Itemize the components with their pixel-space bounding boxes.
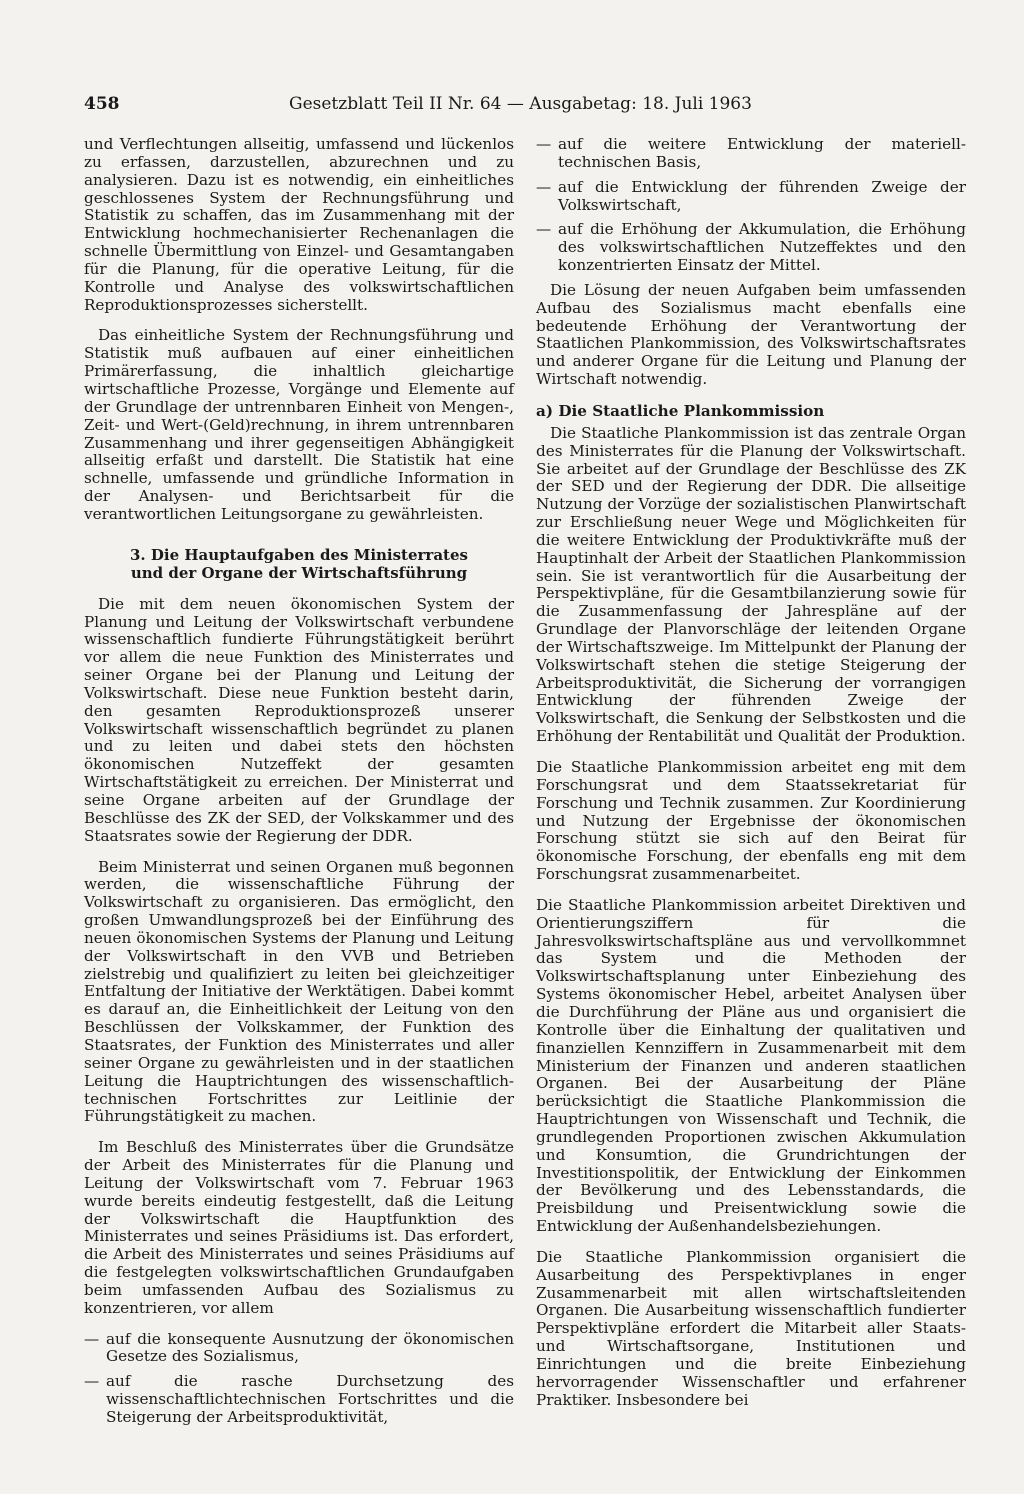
paragraph: Die mit dem neuen ökonomischen System der Planung und Leitung der Volkswirtschaft verbundene wissenschaftlich fundierte Führungstätigkeit berührt vor allem die neue Funktion des Ministerrates und seiner Organe bei der Planung und Leitung der Volkswirtschaft. Diese neue Funktion besteht darin, den gesamten Reproduktionsprozeß unserer Volkswirtschaft wissenschaftlich begründet zu planen und zu leiten und dabei stets den höchsten ökonomischen Nutzeffekt der gesamten Wirtschaftstätigkeit zu erreichen. Der Ministerrat und seine Organe arbeiten auf der Grundlage der Beschlüsse des ZK der SED, der Volkskammer und des Staatsrates sowie der Regierung der DDR. <box>84 594 514 845</box>
section-heading-line: 3. Die Hauptaufgaben des Ministerrates <box>130 545 468 564</box>
list-item-text: auf die konsequente Ausnutzung der ökonomischen Gesetze des Sozialismus, <box>106 1329 514 1366</box>
list-item-text: auf die Erhöhung der Akkumulation, die Erhöhung des volkswirtschaftlichen Nutzeffektes und den konzentrierten Einsatz der Mittel. <box>558 220 966 275</box>
left-column <box>84 136 514 1434</box>
list-item <box>536 179 966 215</box>
paragraph: Die Staatliche Plankommission arbeitet eng mit dem Forschungsrat und dem Staatssekretariat für Forschung und Technik zusammen. Zur Koordinierung und Nutzung der Ergebnisse der ökonomischen Forschung stützt sie sich auf den Beirat für ökonomische Forschung, der ebenfalls eng mit dem Forschungsrat zusammenarbeitet. <box>536 758 966 884</box>
section-heading <box>84 546 514 582</box>
dash-marker: — <box>536 177 552 196</box>
list-item-text: auf die Entwicklung der führenden Zweige der Volkswirtschaft, <box>558 177 966 214</box>
dash-marker: — <box>536 135 552 153</box>
paragraph: Die Staatliche Plankommission organisiert die Ausarbeitung des Perspektivplanes in enger Zusammenarbeit mit allen wirtschaftsleitenden Organen. Die Ausarbeitung wissenschaftlich fundierter Perspektivpläne erfordert die Mitarbeit aller Staats- und Wirtschaftsorgane, Institutionen und Einrichtungen und die breite Einbeziehung hervorragender Wissenschaftler und erfahrener Praktiker. Insbesondere bei <box>536 1247 966 1409</box>
list-item-text: auf die weitere Entwicklung der materiell-technischen Basis, <box>558 135 966 171</box>
paragraph: Die Staatliche Plankommission ist das zentrale Organ des Ministerrates für die Planung der Volkswirtschaft. Sie arbeitet auf der Grundlage der Beschlüsse des ZK der SED und der Regierung der DDR. Die allseitige Nutzung der Vorzüge der sozialistischen Planwirtschaft zur Erschließung neuer Wege und Möglichkeiten für die weitere Entwicklung der Produktivkräfte muß der Hauptinhalt der Arbeit der Staatlichen Plankommission sein. Sie ist verantwortlich für die Ausarbeitung der Perspektivpläne, für die Gesamtbilanzierung sowie für die Zusammenfassung der Jahrespläne auf der Grundlage der Planvorschläge der leitenden Organe der Wirtschaftszweige. Im Mittelpunkt der Planung der Volkswirtschaft stehen die stetige Steigerung der Arbeitsproduktivität, die Sicherung der vorrangigen Entwicklung der führenden Zweige der Volkswirtschaft, die Senkung der Selbstkosten und die Erhöhung der Rentabilität und Qualität der Produktion. <box>536 423 966 746</box>
dash-marker: — <box>536 220 552 239</box>
paragraph: Beim Ministerrat und seinen Organen muß begonnen werden, die wissenschaftliche Führung der Volkswirtschaft zu organisieren. Das ermöglicht, den großen Umwandlungsprozeß bei der Einführung des neuen ökonomischen Systems der Planung und Leitung der Volkswirtschaft in den VVB und Betrieben zielstrebig und qualifiziert zu leiten bei gleichzeitiger Entfaltung der Initiative der Werktätigen. Dabei kommt es darauf an, die Einheitlichkeit der Leitung von den Beschlüssen der Volkskammer, der Funktion des Staatsrates, der Funktion des Ministerrates und aller seiner Organe zu gewährleisten und in der staatlichen Leitung die Hauptrichtungen des wissenschaftlich-technischen Fortschrittes zur Leitlinie der Führungstätigkeit zu machen. <box>84 857 514 1126</box>
paragraph: und Verflechtungen allseitig, umfassend und lückenlos zu erfassen, darzustellen, abzurechnen und zu analysieren. Dazu ist es notwendig, ein einheitliches geschlossenes System der Rechnungsführung und Statistik zu schaffen, das im Zusammenhang mit der Entwicklung hochmechanisierter Rechenanlagen die schnelle Übermittlung von Einzel- und Gesamtangaben für die Planung, für die operative Leitung, für die Kontrolle und Analyse des volkswirtschaftlichen Reproduktionsprozesses sicherstellt. <box>84 135 514 314</box>
page-header <box>84 92 754 122</box>
list-item <box>84 1331 514 1367</box>
dash-marker: — <box>84 1372 100 1391</box>
list-item <box>84 1373 514 1427</box>
dash-marker: — <box>84 1329 100 1348</box>
page-number: 458 <box>84 94 120 114</box>
paragraph: Die Lösung der neuen Aufgaben beim umfassenden Aufbau des Sozialismus macht ebenfalls eine bedeutende Erhöhung der Verantwortung der Staatlichen Plankommission, des Volkswirtschaftsrates und anderer Organe für die Leitung und Planung der Wirtschaft notwendig. <box>536 280 966 389</box>
list-item <box>536 221 966 275</box>
paragraph: Das einheitliche System der Rechnungsführung und Statistik muß aufbauen auf einer einheitlichen Primärerfassung, die inhaltlich gleichartige wirtschaftliche Prozesse, Vorgänge und Elemente auf der Grundlage der untrennbaren Einheit von Mengen-, Zeit- und Wert-(Geld)rechnung, in ihrem untrennbaren Zusammenhang und ihrer gegenseitigen Abhängigkeit allseitig erfaßt und darstellt. Die Statistik hat eine schnelle, umfassende und gründliche Information in der Analysen- und Berichtsarbeit für die verantwortlichen Leitungsorgane zu gewährleisten. <box>84 326 514 523</box>
section-heading-line: und der Organe der Wirtschaftsführung <box>130 563 468 582</box>
header-title: Gesetzblatt Teil II Nr. 64 — Ausgabetag: 18. Juli 1963 <box>289 94 752 114</box>
right-column <box>536 136 966 1423</box>
list-item <box>536 136 966 172</box>
subsection-heading: a) Die Staatliche Plankommission <box>536 401 825 420</box>
paragraph: Im Beschluß des Ministerrates über die Grundsätze der Arbeit des Ministerrates für die Planung und Leitung der Volkswirtschaft vom 7. Februar 1963 wurde bereits eindeutig festgestellt, daß die Leitung der Volkswirtschaft die Hauptfunktion des Ministerrates und seines Präsidiums ist. Das erfordert, die Arbeit des Ministerrates und seines Präsidiums auf die festgelegten volkswirtschaftlichen Grundaufgaben beim umfassenden Aufbau des Sozialismus zu konzentrieren, vor allem <box>84 1138 514 1317</box>
list-item-text: auf die rasche Durchsetzung des wissenschaftlichtechnischen Fortschrittes und die Steigerung der Arbeitsproduktivität, <box>106 1372 514 1426</box>
paragraph: Die Staatliche Plankommission arbeitet Direktiven und Orientierungsziffern für die Jahresvolkswirtschaftspläne aus und vervollkommnet das System und die Methoden der Volkswirtschaftsplanung unter Einbeziehung des Systems ökonomischer Hebel, arbeitet Analysen über die Durchführung der Pläne aus und organisiert die Kontrolle über die Einhaltung der qualitativen und finanziellen Kennziffern in Zusammenarbeit mit dem Ministerium der Finanzen und anderen staatlichen Organen. Bei der Ausarbeitung der Pläne berücksichtigt die Staatliche Plankommission die Hauptrichtungen von Wissenschaft und Technik, die grundlegenden Proportionen zwischen Akkumulation und Konsumtion, die Grundrichtungen der Investitionspolitik, der Entwicklung der Einkommen der Bevölkerung und des Lebensstandards, die Preisbildung und Preisentwicklung sowie die Entwicklung der Außenhandelsbeziehungen. <box>536 895 966 1236</box>
